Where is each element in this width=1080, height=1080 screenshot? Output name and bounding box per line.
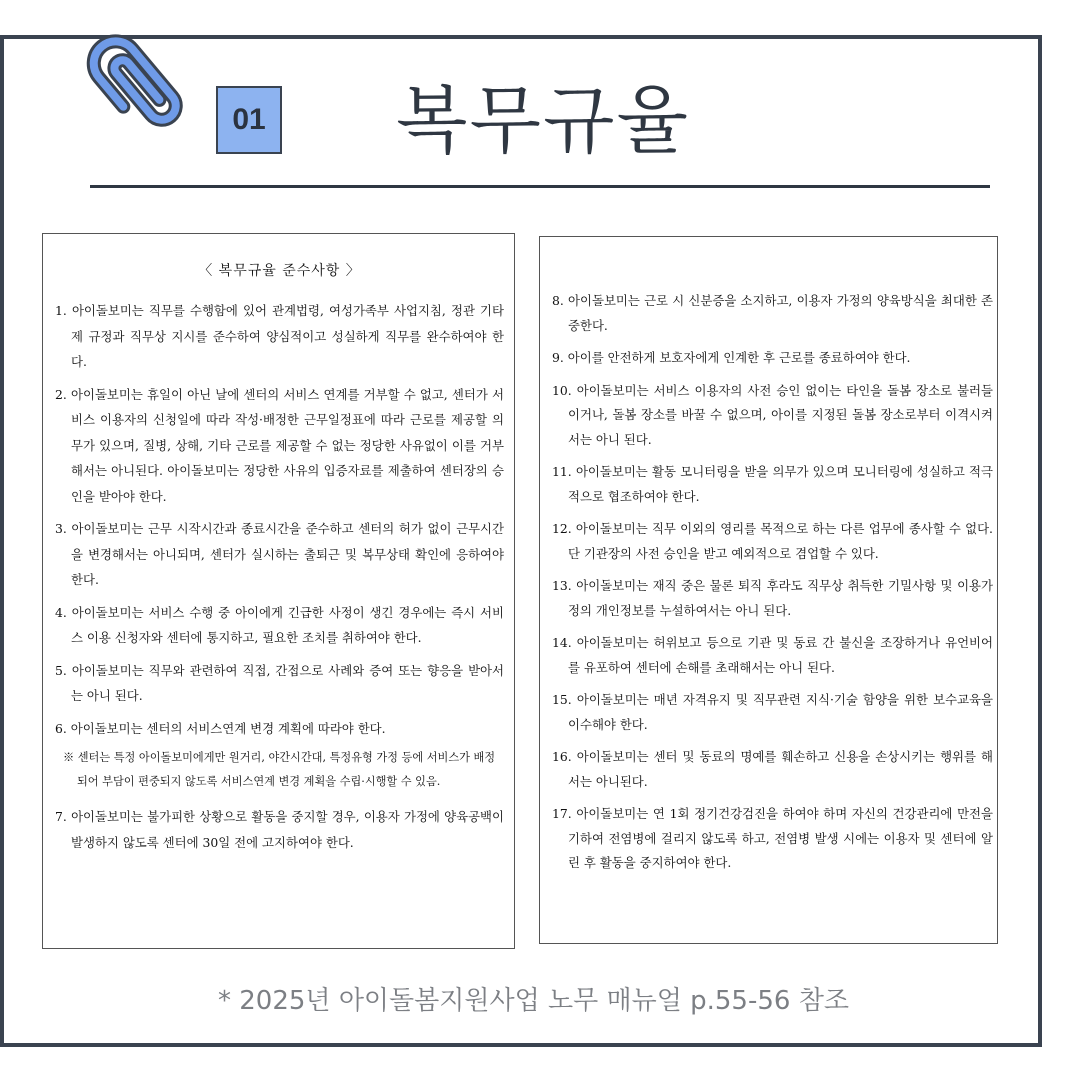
rule-item-8: 8. 아이돌보미는 근로 시 신분증을 소지하고, 이용자 가정의 양육방식을 최대한 존중한다. [552, 293, 993, 333]
rule-item-6: 6. 아이돌보미는 센터의 서비스연계 변경 계획에 따라야 한다. [55, 720, 386, 736]
paperclip-icon [70, 8, 220, 148]
regulation-document-left [42, 233, 515, 949]
rule-item-1: 1. 아이돌보미는 직무를 수행함에 있어 관계법령, 여성가족부 사업지침, 정관 기타 제 규정과 직무상 지시를 준수하여 양심적이고 성실하게 직무를 완수하여야 한다. [55, 303, 504, 369]
document-heading: 〈 복무규율 준수사항 〉 [198, 263, 361, 279]
rule-item-7: 7. 아이돌보미는 불가피한 상황으로 활동을 중지할 경우, 이용자 가정에 양육공백이 발생하지 않도록 센터에 30일 전에 고지하여야 한다. [55, 809, 504, 850]
rule-item-4: 4. 아이돌보미는 서비스 수행 중 아이에게 긴급한 사정이 생긴 경우에는 즉시 서비스 이용 신청자와 센터에 통지하고, 필요한 조치를 취하여야 한다. [55, 604, 504, 645]
rule-note: ※ 센터는 특정 아이돌보미에게만 원거리, 야간시간대, 특정유형 가정 등에 서비스가 배정되어 부담이 편중되지 않도록 서비스연계 변경 계획을 수립·시행할 수 있음. [63, 751, 496, 788]
rule-item-17: 17. 아이돌보미는 연 1회 정기건강검진을 하여야 하며 자신의 건강관리에 만전을 기하여 전염병에 걸리지 않도록 하고, 전염병 발생 시에는 이용자 및 센터에 알린 후 활동을 중지하여야 한다. [552, 806, 993, 870]
rule-item-2: 2. 아이돌보미는 휴일이 아닌 날에 센터의 서비스 연계를 거부할 수 없고, 센터가 서비스 이용자의 신청일에 따라 작성·배정한 근무일정표에 따라 근로를 제공할 의무가 있으며, 질병, 상해, 기타 근로를 제공할 수 없는 정당한 사유없이 이를 거부해서는 아니된다. 아이돌보미는 정당한 사유의 입증자료를 제출하여 센터장의 승인을 받아야 한다. [55, 386, 504, 504]
rule-item-16: 16. 아이돌보미는 센터 및 동료의 명예를 훼손하고 신용을 손상시키는 행위를 해서는 아니된다. [552, 749, 993, 789]
rule-item-10: 10. 아이돌보미는 서비스 이용자의 사전 승인 없이는 타인을 돌봄 장소로 불러들이거나, 돌봄 장소를 바꿀 수 없으며, 아이를 지정된 돌봄 장소로부터 이격시켜서는 아니 된다. [552, 382, 993, 447]
regulation-document-right [539, 236, 998, 944]
source-footnote: * 2025년 아이돌봄지원사업 노무 매뉴얼 p.55-56 참조 [218, 986, 849, 1016]
rule-item-5: 5. 아이돌보미는 직무와 관련하여 직접, 간접으로 사례와 증여 또는 향응을 받아서는 아니 된다. [55, 662, 504, 703]
rule-item-14: 14. 아이돌보미는 허위보고 등으로 기관 및 동료 간 불신을 조장하거나 유언비어를 유포하여 센터에 손해를 초래해서는 아니 된다. [552, 635, 993, 675]
rule-item-3: 3. 아이돌보미는 근무 시작시간과 종료시간을 준수하고 센터의 허가 없이 근무시간을 변경해서는 아니되며, 센터가 실시하는 출퇴근 및 복무상태 확인에 응하여야 한다. [55, 521, 504, 587]
rule-item-15: 15. 아이돌보미는 매년 자격유지 및 직무관련 지식·기술 함양을 위한 보수교육을 이수해야 한다. [552, 692, 993, 732]
rule-item-12: 12. 아이돌보미는 직무 이외의 영리를 목적으로 하는 다른 업무에 종사할 수 없다. 단 기관장의 사전 승인을 받고 예외적으로 겸업할 수 있다. [552, 521, 993, 561]
rule-item-11: 11. 아이돌보미는 활동 모니터링을 받을 의무가 있으며 모니터링에 성실하고 적극적으로 협조하여야 한다. [552, 464, 993, 504]
rule-item-9: 9. 아이를 안전하게 보호자에게 인계한 후 근로를 종료하여야 한다. [552, 350, 911, 365]
title-divider [90, 185, 990, 188]
page-title: 복무규율 [396, 78, 690, 164]
section-number-badge: 01 [216, 86, 282, 154]
rule-item-13: 13. 아이돌보미는 재직 중은 물론 퇴직 후라도 직무상 취득한 기밀사항 및 이용가정의 개인정보를 누설하여서는 아니 된다. [552, 578, 993, 618]
